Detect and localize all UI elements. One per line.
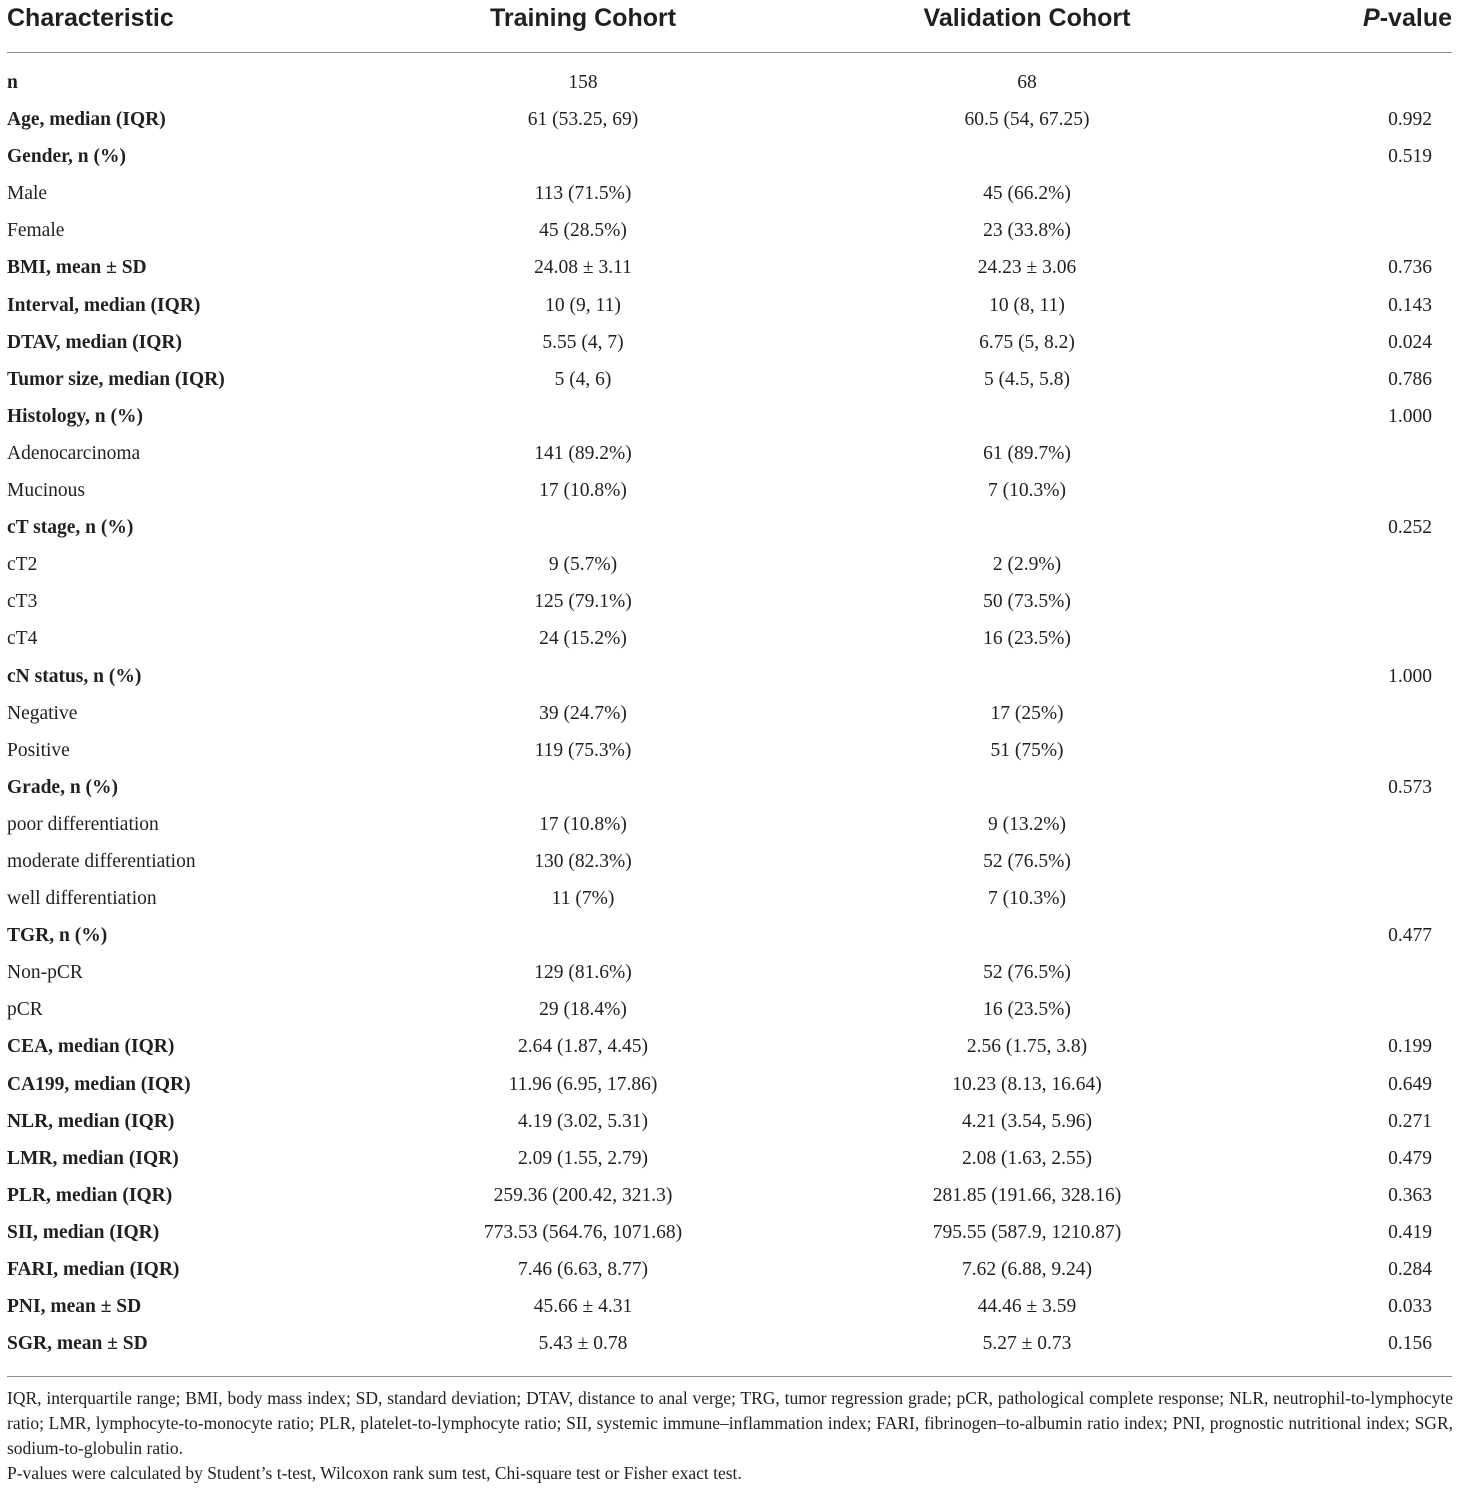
table-row	[0, 547, 1460, 584]
table-row	[0, 1215, 1460, 1252]
table-row	[0, 844, 1460, 881]
validation-cohort-value: 4.21 (3.54, 5.96)	[962, 1110, 1092, 1132]
training-cohort-value: 24.08 ± 3.11	[534, 257, 632, 279]
row-label: poor differentiation	[7, 813, 159, 835]
validation-cohort-value: 795.55 (587.9, 1210.87)	[932, 1221, 1122, 1243]
validation-cohort-value: 7.62 (6.88, 9.24)	[962, 1259, 1092, 1280]
row-label: Male	[7, 183, 48, 205]
row-label: Female	[7, 220, 65, 242]
validation-cohort-value: 281.85 (191.66, 328.16)	[932, 1184, 1122, 1206]
row-label: cT stage, n (%)	[7, 517, 134, 539]
row-label: SII, median (IQR)	[7, 1221, 160, 1243]
training-cohort-value: 39 (24.7%)	[539, 702, 627, 724]
training-cohort-value: 2.09 (1.55, 2.79)	[518, 1147, 648, 1169]
validation-cohort-value: 17 (25%)	[990, 702, 1064, 724]
validation-cohort-value: 5.27 ± 0.73	[982, 1333, 1072, 1355]
row-label: FARI, median (IQR)	[7, 1259, 180, 1280]
p-value: 0.736	[1388, 257, 1432, 279]
row-label: DTAV, median (IQR)	[7, 331, 182, 353]
table-row	[0, 1067, 1460, 1104]
training-cohort-value: 45 (28.5%)	[539, 220, 627, 242]
row-label: pCR	[7, 999, 43, 1021]
table-row	[0, 102, 1460, 139]
row-label: BMI, mean ± SD	[7, 257, 147, 279]
table-header-row	[0, 0, 1460, 40]
training-cohort-value: 17 (10.8%)	[539, 813, 627, 835]
p-value: 0.199	[1388, 1036, 1432, 1058]
row-label: PNI, mean ± SD	[7, 1296, 142, 1318]
table-row	[0, 955, 1460, 992]
validation-cohort-value: 7 (10.3%)	[988, 480, 1066, 502]
p-value: 1.000	[1388, 665, 1432, 687]
row-label: cT2	[7, 554, 38, 576]
p-value: 0.033	[1388, 1296, 1432, 1318]
row-label: cT4	[7, 628, 38, 650]
p-value: 0.143	[1388, 294, 1432, 316]
row-label: CEA, median (IQR)	[7, 1036, 175, 1058]
table-row	[0, 1029, 1460, 1066]
validation-cohort-value: 45 (66.2%)	[983, 183, 1071, 205]
validation-cohort-value: 6.75 (5, 8.2)	[979, 331, 1075, 353]
table-row	[0, 918, 1460, 955]
validation-cohort-value: 10 (8, 11)	[989, 294, 1065, 316]
row-label: PLR, median (IQR)	[7, 1184, 173, 1206]
validation-cohort-value: 52 (76.5%)	[983, 850, 1071, 872]
row-label: moderate differentiation	[7, 850, 196, 872]
p-value: 0.252	[1388, 517, 1432, 539]
training-cohort-value: 29 (18.4%)	[539, 999, 627, 1021]
table-row	[0, 139, 1460, 176]
p-value: 0.419	[1388, 1221, 1432, 1243]
row-label: Interval, median (IQR)	[7, 294, 201, 316]
row-label: Positive	[7, 739, 70, 761]
table-row	[0, 1104, 1460, 1141]
validation-cohort-value: 16 (23.5%)	[983, 628, 1071, 650]
table-row	[0, 584, 1460, 621]
row-label: Tumor size, median (IQR)	[7, 368, 225, 390]
training-cohort-value: 11.96 (6.95, 17.86)	[508, 1073, 658, 1095]
training-cohort-value: 45.66 ± 4.31	[533, 1296, 633, 1318]
validation-cohort-value: 9 (13.2%)	[988, 813, 1066, 835]
training-cohort-value: 4.19 (3.02, 5.31)	[518, 1110, 648, 1132]
table-row	[0, 1141, 1460, 1178]
header-characteristic: Characteristic	[7, 4, 174, 32]
table-bottom-rule	[7, 1376, 1452, 1377]
p-value: 0.024	[1388, 331, 1432, 353]
header-p-rest: -value	[1379, 4, 1452, 32]
table-row	[0, 621, 1460, 658]
table-row	[0, 1326, 1460, 1363]
p-value: 0.649	[1388, 1073, 1432, 1095]
p-value: 0.156	[1388, 1333, 1432, 1355]
row-label: Age, median (IQR)	[7, 109, 166, 131]
table-body	[0, 65, 1460, 1363]
table-row	[0, 733, 1460, 770]
training-cohort-value: 5.55 (4, 7)	[542, 331, 624, 353]
table-row	[0, 65, 1460, 102]
header-validation-cohort: Validation Cohort	[923, 4, 1131, 32]
table-row	[0, 473, 1460, 510]
row-label: cN status, n (%)	[7, 665, 142, 687]
row-label: well differentiation	[7, 888, 157, 910]
validation-cohort-value: 60.5 (54, 67.25)	[964, 109, 1090, 131]
training-cohort-value: 10 (9, 11)	[545, 294, 621, 316]
row-label: n	[7, 72, 18, 93]
training-cohort-value: 119 (75.3%)	[534, 739, 632, 761]
training-cohort-value: 129 (81.6%)	[534, 962, 632, 984]
training-cohort-value: 130 (82.3%)	[534, 850, 632, 872]
row-label: NLR, median (IQR)	[7, 1110, 175, 1132]
row-label: cT3	[7, 591, 38, 613]
row-label: Mucinous	[7, 480, 85, 502]
validation-cohort-value: 68	[1017, 72, 1037, 93]
table-row	[0, 1289, 1460, 1326]
row-label: LMR, median (IQR)	[7, 1147, 179, 1169]
training-cohort-value: 9 (5.7%)	[548, 554, 618, 576]
p-value: 0.479	[1388, 1147, 1432, 1169]
p-value: 0.284	[1388, 1259, 1432, 1280]
p-value: 0.271	[1388, 1110, 1432, 1132]
training-cohort-value: 11 (7%)	[551, 888, 615, 910]
validation-cohort-value: 7 (10.3%)	[988, 888, 1066, 910]
validation-cohort-value: 24.23 ± 3.06	[977, 257, 1077, 279]
row-label: Grade, n (%)	[7, 776, 119, 798]
table-row	[0, 213, 1460, 250]
p-value: 0.992	[1388, 109, 1432, 131]
p-value: 0.786	[1388, 368, 1432, 390]
validation-cohort-value: 50 (73.5%)	[983, 591, 1071, 613]
validation-cohort-value: 44.46 ± 3.59	[977, 1296, 1077, 1318]
row-label: SGR, mean ± SD	[7, 1333, 148, 1355]
row-label: Negative	[7, 702, 78, 724]
row-label: Histology, n (%)	[7, 405, 143, 427]
validation-cohort-value: 52 (76.5%)	[983, 962, 1071, 984]
validation-cohort-value: 2 (2.9%)	[992, 554, 1062, 576]
header-p-value	[1363, 4, 1452, 33]
training-cohort-value: 259.36 (200.42, 321.3)	[493, 1184, 673, 1206]
table-row	[0, 362, 1460, 399]
validation-cohort-value: 51 (75%)	[990, 739, 1064, 761]
training-cohort-value: 2.64 (1.87, 4.45)	[518, 1036, 648, 1058]
p-value: 0.477	[1388, 925, 1432, 947]
validation-cohort-value: 2.56 (1.75, 3.8)	[966, 1036, 1088, 1058]
training-cohort-value: 61 (53.25, 69)	[527, 109, 639, 131]
row-label: Non-pCR	[7, 962, 83, 984]
p-value: 0.573	[1388, 776, 1432, 798]
validation-cohort-value: 16 (23.5%)	[983, 999, 1071, 1021]
row-label: TGR, n (%)	[7, 925, 108, 947]
table-row	[0, 659, 1460, 696]
header-training-cohort: Training Cohort	[489, 4, 677, 32]
validation-cohort-value: 5 (4.5, 5.8)	[983, 368, 1071, 390]
table-row	[0, 510, 1460, 547]
table-row	[0, 325, 1460, 362]
table-row	[0, 992, 1460, 1029]
row-label: Adenocarcinoma	[7, 442, 141, 464]
p-value: 0.363	[1388, 1184, 1432, 1206]
validation-cohort-value: 61 (89.7%)	[983, 442, 1071, 464]
table-row	[0, 696, 1460, 733]
table-row	[0, 250, 1460, 287]
validation-cohort-value: 10.23 (8.13, 16.64)	[952, 1073, 1102, 1095]
validation-cohort-value: 23 (33.8%)	[983, 220, 1071, 242]
p-value: 1.000	[1388, 405, 1432, 427]
training-cohort-value: 113 (71.5%)	[534, 183, 632, 205]
training-cohort-value: 17 (10.8%)	[539, 480, 627, 502]
training-cohort-value: 773.53 (564.76, 1071.68)	[483, 1221, 683, 1243]
training-cohort-value: 158	[568, 72, 598, 93]
table-row	[0, 176, 1460, 213]
training-cohort-value: 5.43 ± 0.78	[538, 1333, 628, 1355]
training-cohort-value: 125 (79.1%)	[534, 591, 632, 613]
header-p-italic: P	[1363, 4, 1380, 32]
row-label: CA199, median (IQR)	[7, 1073, 191, 1095]
training-cohort-value: 141 (89.2%)	[534, 442, 632, 464]
training-cohort-value: 7.46 (6.63, 8.77)	[518, 1259, 648, 1280]
table-row	[0, 1252, 1460, 1289]
row-label: Gender, n (%)	[7, 146, 126, 168]
training-cohort-value: 5 (4, 6)	[554, 368, 612, 390]
training-cohort-value: 24 (15.2%)	[539, 628, 627, 650]
table-row	[0, 1178, 1460, 1215]
table-top-rule	[7, 52, 1452, 53]
table-row	[0, 881, 1460, 918]
p-value: 0.519	[1388, 146, 1432, 168]
table-row	[0, 399, 1460, 436]
table-row	[0, 436, 1460, 473]
validation-cohort-value: 2.08 (1.63, 2.55)	[962, 1147, 1092, 1169]
table-row	[0, 770, 1460, 807]
footnote-abbreviations: IQR, interquartile range; BMI, body mass index; SD, standard deviation; DTAV, distance to anal verge; TRG, tumor regression grade; pCR, pathological complete response; NLR, neutrophil-to-lymphocyte ratio; LMR, lymphocyte-to-monocyte ratio; PLR, platelet-to-lymphocyte ratio; SII, systemic immune–inflammation index; FARI, fibrinogen–to-albumin ratio index; PNI, prognostic nutritional index; SGR, sodium-to-globulin ratio.	[7, 1388, 1453, 1458]
table-row	[0, 288, 1460, 325]
footnote-tests: P-values were calculated by Student’s t-test, Wilcoxon rank sum test, Chi-square test or Fisher exact test.	[7, 1463, 742, 1483]
table-row	[0, 807, 1460, 844]
